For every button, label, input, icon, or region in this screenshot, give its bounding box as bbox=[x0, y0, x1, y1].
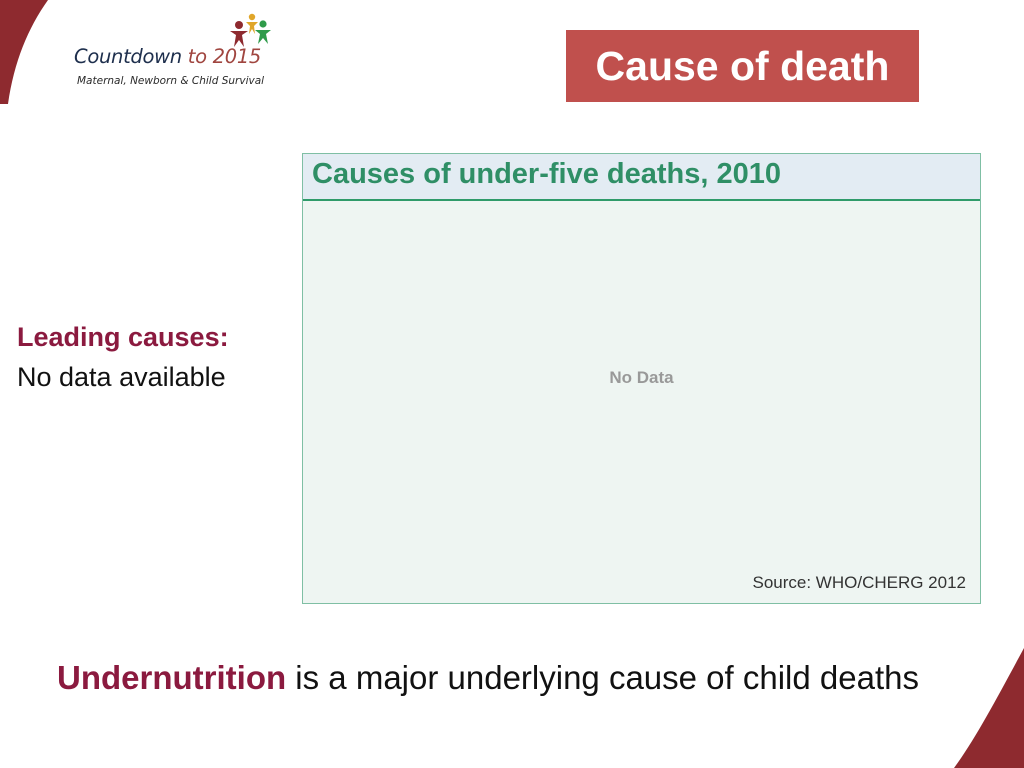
undernutrition-highlight: Undernutrition bbox=[57, 659, 287, 696]
top-left-corner-decoration bbox=[0, 0, 60, 110]
logo-title bbox=[74, 45, 261, 68]
no-data-label: No Data bbox=[609, 368, 674, 387]
chart-source: Source: WHO/CHERG 2012 bbox=[752, 573, 966, 592]
leading-causes-heading: Leading causes: bbox=[17, 322, 229, 352]
logo-subtitle: Maternal, Newborn & Child Survival bbox=[77, 75, 265, 87]
chart-header bbox=[303, 154, 980, 201]
slide-title: Cause of death bbox=[566, 30, 919, 102]
leading-causes-text: No data available bbox=[17, 362, 226, 392]
undernutrition-statement bbox=[57, 655, 957, 701]
logo-title-accent: to 2015 bbox=[187, 45, 262, 68]
chart-title: Causes of under-five deaths, 2010 bbox=[312, 158, 781, 190]
countdown-logo bbox=[74, 12, 314, 92]
logo-figures-icon bbox=[224, 12, 274, 48]
logo-title-main: Countdown bbox=[74, 45, 182, 68]
bottom-right-corner-decoration bbox=[954, 648, 1024, 768]
causes-chart-panel bbox=[302, 153, 981, 604]
statement-rest: is a major underlying cause of child deaths bbox=[286, 659, 919, 696]
